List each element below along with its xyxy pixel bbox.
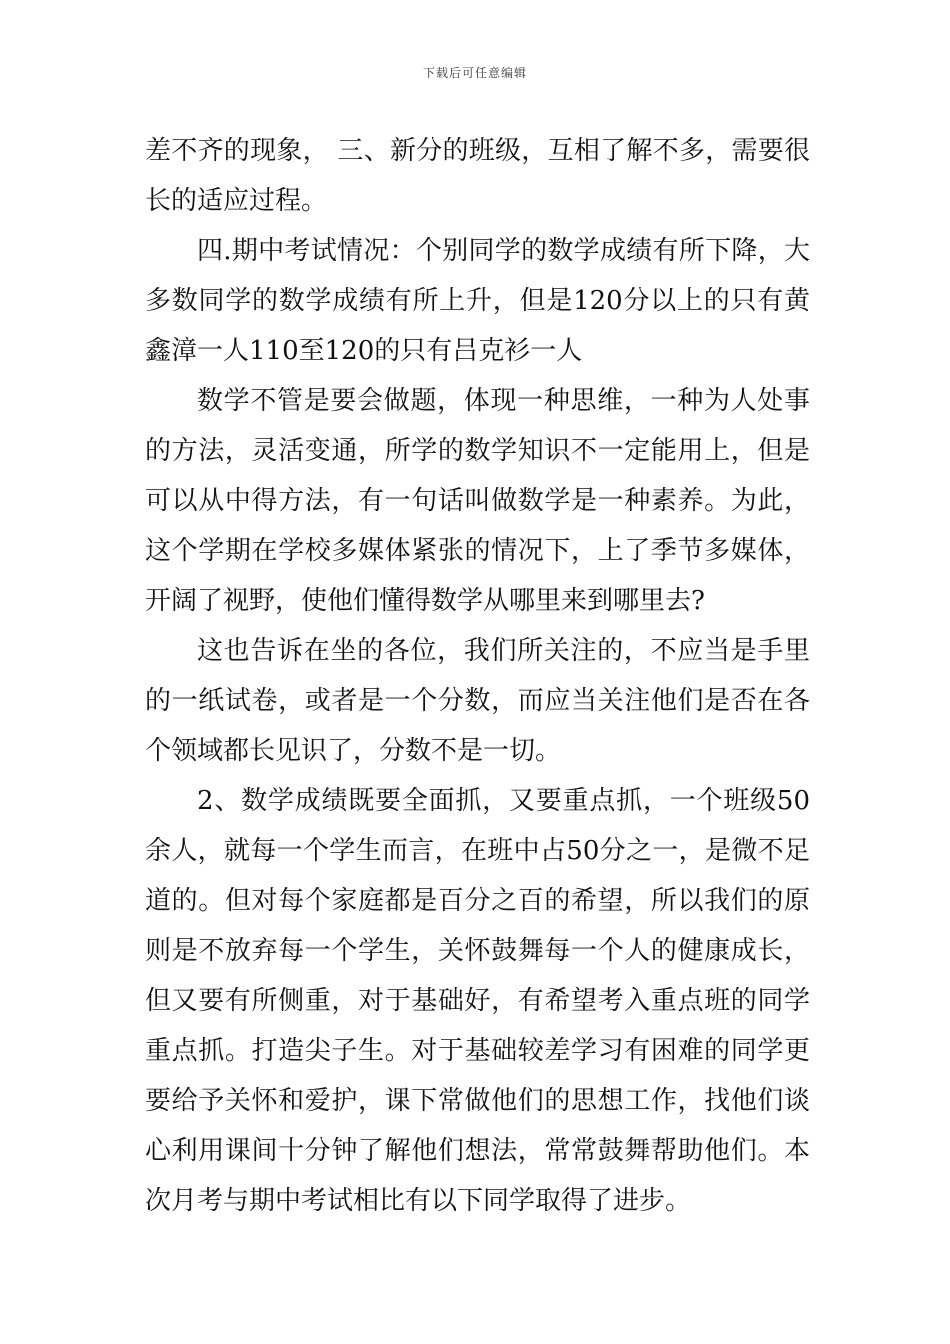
paragraph-beyond-scores: 这也告诉在坐的各位，我们所关注的，不应当是手里的一纸试卷，或者是一个分数，而应当关注他们是否在各个领域都长见识了，分数不是一切。: [145, 636, 810, 766]
page-header: 下载后可任意编辑: [422, 66, 527, 80]
paragraph-continuation: 差不齐的现象， 三、新分的班级，互相了解不多，需要很长的适应过程。: [145, 136, 810, 216]
paragraph-midterm-results: 四.期中考试情况：个别同学的数学成绩有所下降，大多数同学的数学成绩有所上升，但是120分以上的只有黄鑫漳一人110至120的只有吕克衫一人: [145, 236, 810, 366]
document-body: [145, 126, 810, 1226]
paragraph-math-thinking: 数学不管是要会做题，体现一种思维，一种为人处事的方法，灵活变通，所学的数学知识不一定能用上，但是可以从中得方法，有一句话叫做数学是一种素养。为此，这个学期在学校多媒体紧张的情况下，上了季节多媒体，开阔了视野，使他们懂得数学从哪里来到哪里去?: [145, 386, 810, 616]
paragraph-teaching-strategy: 2、数学成绩既要全面抓，又要重点抓，一个班级50余人，就每一个学生而言，在班中占50分之一，是微不足道的。但对每个家庭都是百分之百的希望，所以我们的原则是不放弃每一个学生，关怀鼓舞每一个人的健康成长，但又要有所侧重，对于基础好，有希望考入重点班的同学重点抓。打造尖子生。对于基础较差学习有困难的同学更要给予关怀和爱护，课下常做他们的思想工作，找他们谈心利用课间十分钟了解他们想法，常常鼓舞帮助他们。本次月考与期中考试相比有以下同学取得了进步。: [145, 786, 810, 1216]
